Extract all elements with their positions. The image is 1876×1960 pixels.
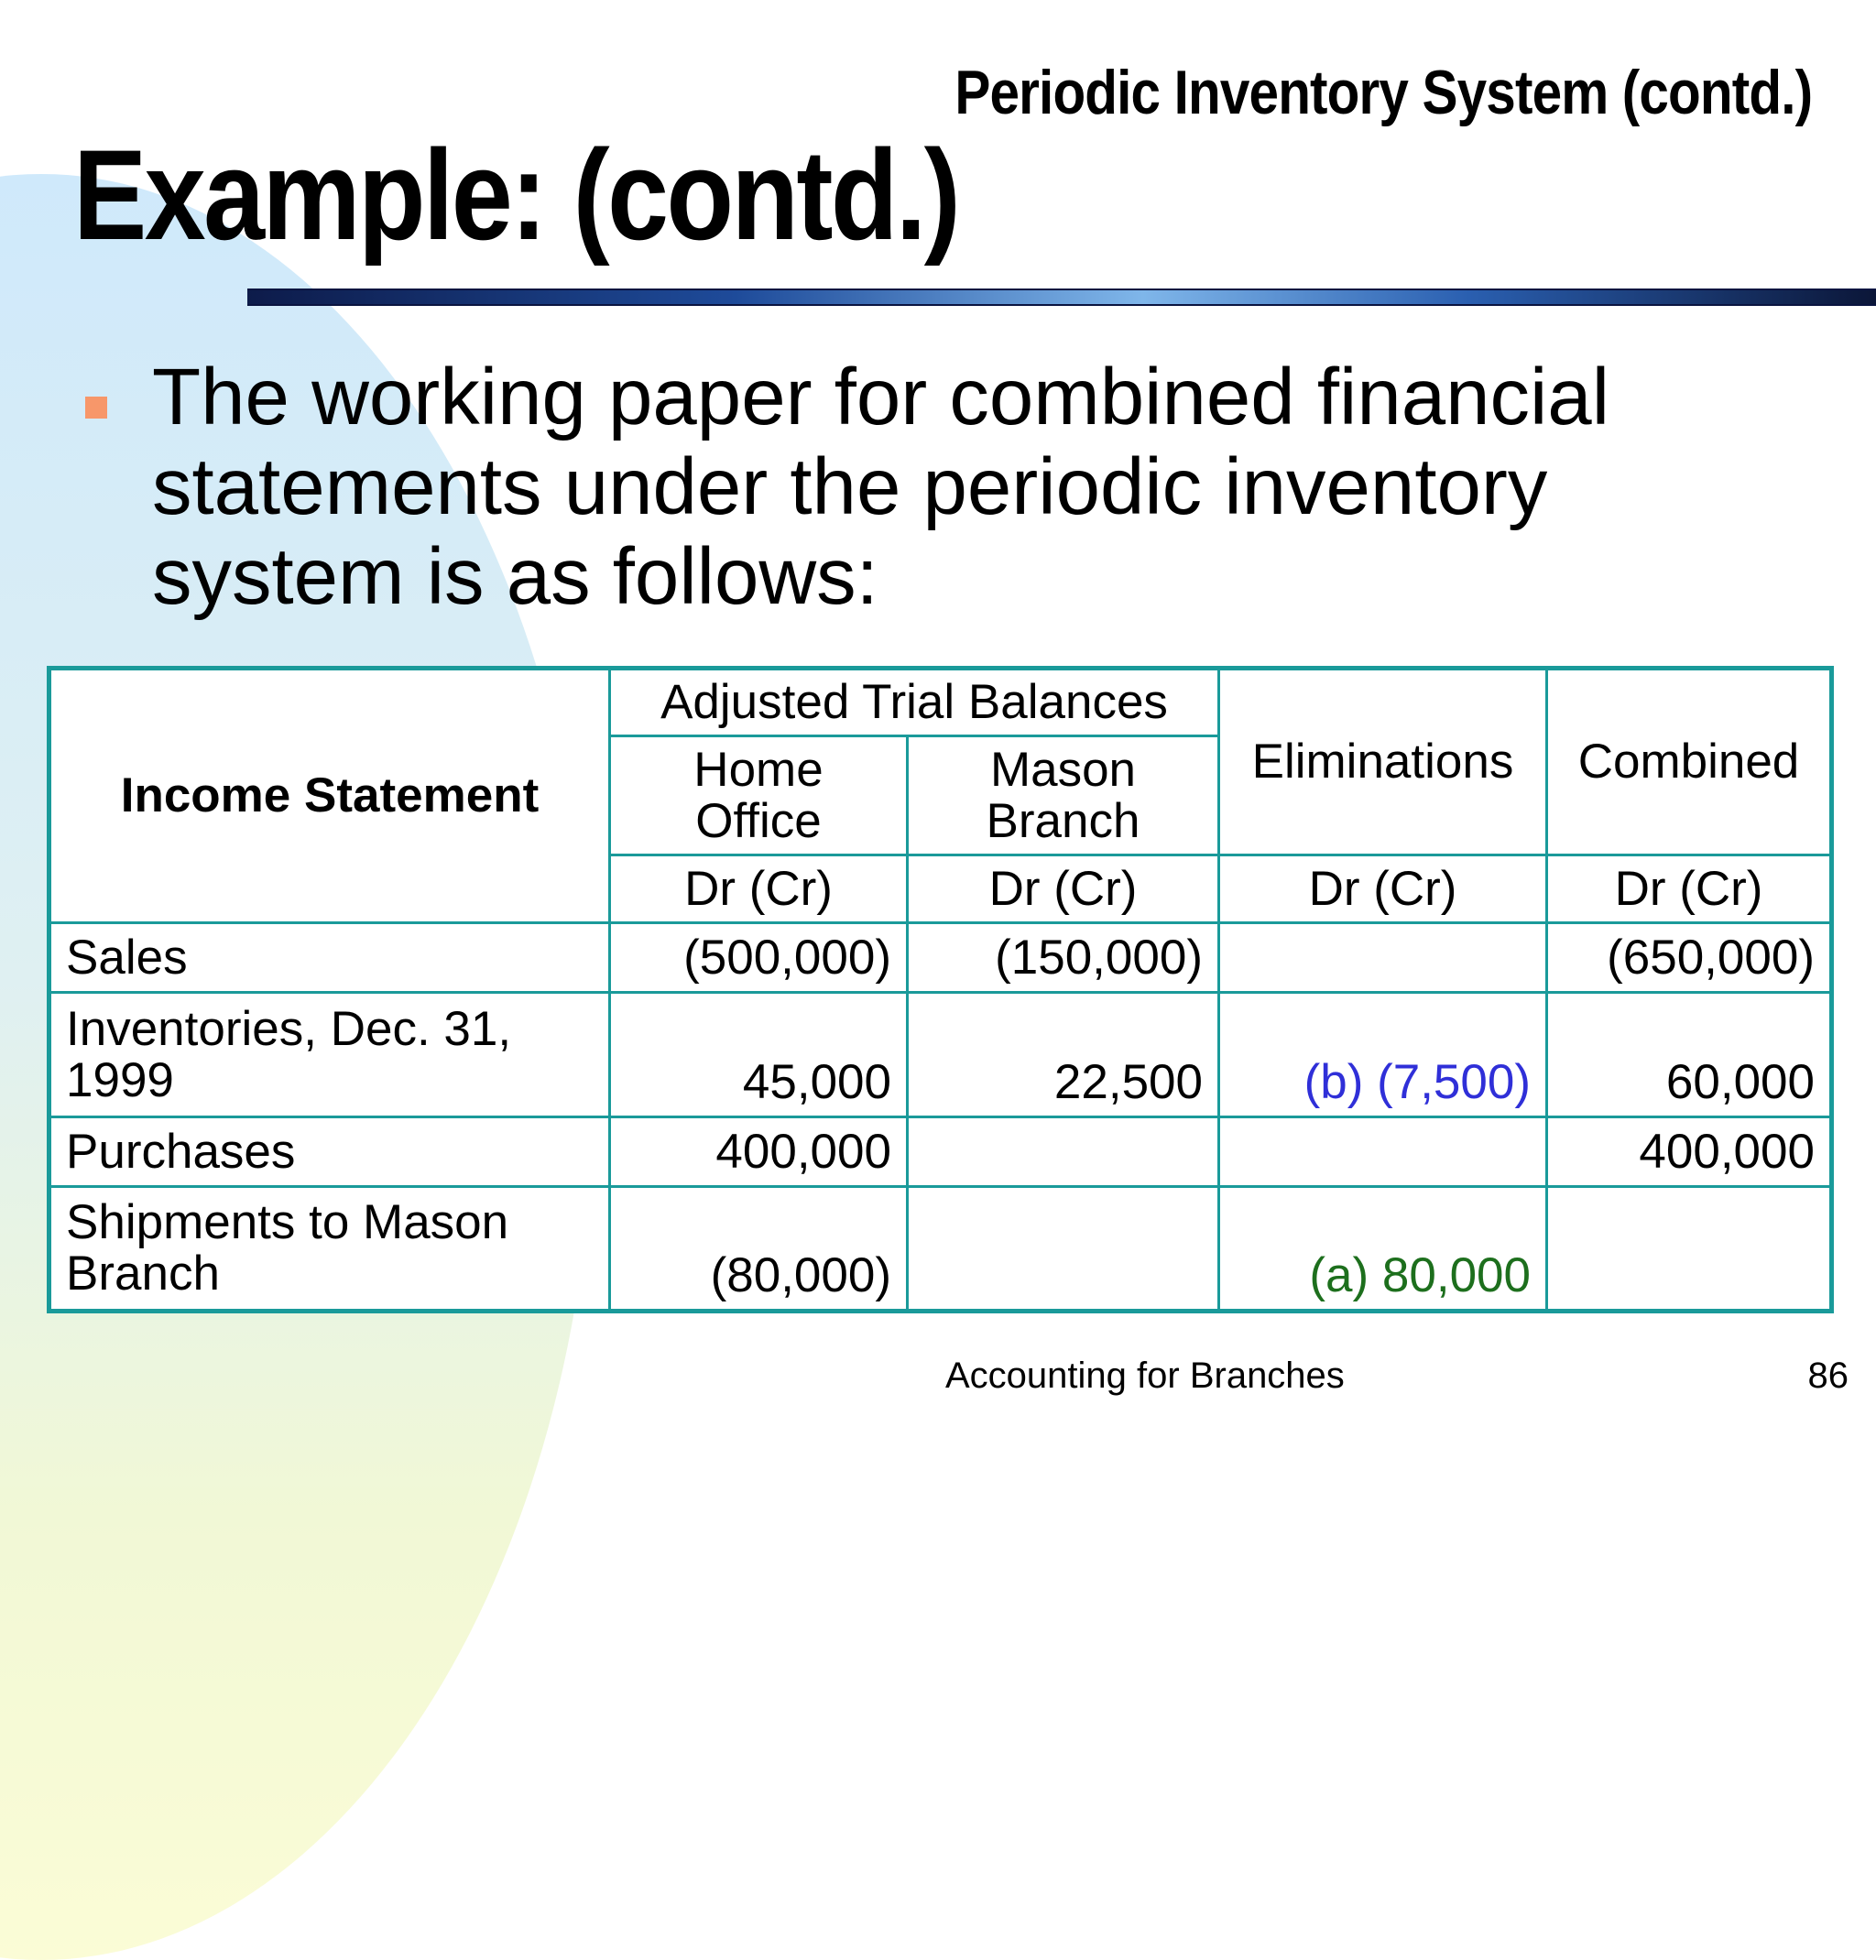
header-home-office: Home Office (610, 736, 908, 855)
slide-title: Example: (contd.) (73, 123, 959, 267)
table-row (49, 993, 1832, 1117)
cell-branch: 22,500 (908, 993, 1219, 1117)
header-adjusted-trial-balances: Adjusted Trial Balances (610, 669, 1219, 736)
cell-elim: (b) (7,500) (1219, 993, 1547, 1117)
cell-combined: 400,000 (1547, 1117, 1832, 1187)
table-row (49, 1117, 1832, 1187)
cell-elim (1219, 923, 1547, 993)
slide-subtitle: Periodic Inventory System (contd.) (954, 58, 1812, 127)
header-mason-branch: Mason Branch (908, 736, 1219, 855)
header-eliminations: Eliminations (1219, 669, 1547, 855)
cell-combined: (650,000) (1547, 923, 1832, 993)
header-dr-cr-elim: Dr (Cr) (1219, 855, 1547, 923)
bullet-text: The working paper for combined financial statements under the periodic inventory system is as follows: (152, 353, 1610, 621)
row-label: Inventories, Dec. 31, 1999 (49, 993, 610, 1117)
cell-elim: (a) 80,000 (1219, 1187, 1547, 1312)
row-label: Sales (49, 923, 610, 993)
cell-home: 400,000 (610, 1117, 908, 1187)
title-rule (247, 289, 1876, 306)
row-label: Purchases (49, 1117, 610, 1187)
header-combined: Combined (1547, 669, 1832, 855)
cell-home: (500,000) (610, 923, 908, 993)
cell-elim (1219, 1117, 1547, 1187)
bullet-point (81, 353, 1821, 622)
header-dr-cr-home: Dr (Cr) (610, 855, 908, 923)
table-row (49, 923, 1832, 993)
cell-branch: (150,000) (908, 923, 1219, 993)
cell-combined (1547, 1187, 1832, 1312)
header-dr-cr-combined: Dr (Cr) (1547, 855, 1832, 923)
row-label: Shipments to Mason Branch (49, 1187, 610, 1312)
working-paper-table (47, 666, 1834, 1313)
page-number: 86 (1807, 1356, 1849, 1396)
cell-combined: 60,000 (1547, 993, 1832, 1117)
footer-text: Accounting for Branches (945, 1356, 1345, 1396)
table-row (49, 1187, 1832, 1312)
bullet-square-icon (85, 397, 107, 419)
header-income-statement: Income Statement (49, 669, 610, 923)
cell-branch (908, 1117, 1219, 1187)
header-dr-cr-branch: Dr (Cr) (908, 855, 1219, 923)
cell-home: 45,000 (610, 993, 908, 1117)
cell-branch (908, 1187, 1219, 1312)
cell-home: (80,000) (610, 1187, 908, 1312)
